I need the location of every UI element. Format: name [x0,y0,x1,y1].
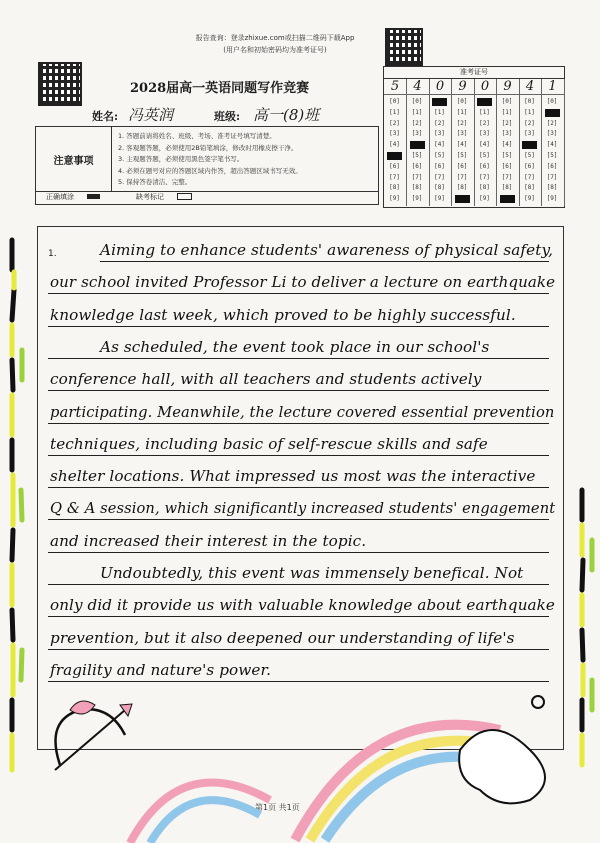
exam-id-bubble[interactable]: [5] [411,152,423,159]
exam-id-bubble[interactable]: [4] [389,141,400,149]
exam-id-bubble[interactable]: [5] [387,152,402,160]
exam-id-digit: 0 [429,79,451,95]
qr-code-report [385,28,423,66]
exam-id-bubble[interactable]: [6] [389,162,400,170]
exam-id-bubble[interactable]: [3] [501,130,513,138]
notice-item: 5. 保持答卷清洁、完整。 [118,178,192,186]
qr-code-sheet [38,62,82,106]
report-query-text: 报告查询：登录zhixue.com或扫描二维码下载App [195,34,355,42]
exam-id-bubble[interactable]: [5] [479,152,490,159]
handwritten-line: shelter locations. What impressed us most was the interactive [50,467,536,486]
exam-id-bubble[interactable]: [6] [411,162,423,170]
exam-id-column [519,79,542,206]
ruled-line [48,681,549,682]
exam-id-bubble[interactable]: [4] [522,141,537,149]
exam-id-bubble[interactable]: [0] [432,98,447,106]
ruled-line [48,293,549,294]
ruled-line [48,455,549,456]
exam-id-bubble[interactable]: [9] [455,195,470,203]
page-footer: 第1页 共1页 [255,803,300,812]
handwritten-line: conference hall, with all teachers and students actively [50,370,482,389]
answer-area [37,226,564,750]
exam-id-bubble[interactable]: [2] [501,119,513,127]
exam-id-bubble[interactable]: [8] [501,184,513,192]
correct-fill-label: 正确填涂 [46,193,74,201]
exam-id-bubble[interactable]: [2] [479,119,490,127]
exam-id-bubble[interactable]: [9] [389,195,400,203]
ruled-line [48,358,549,359]
ruled-line [48,487,549,488]
handwritten-line: Q & A session, which significantly increased students' engagement [50,499,556,518]
exam-id-bubble[interactable]: [4] [410,141,425,149]
ruled-line [100,261,549,262]
exam-id-bubble[interactable]: [8] [389,184,400,192]
exam-id-bubble[interactable]: [3] [479,130,490,138]
exam-id-bubble[interactable]: [8] [411,184,423,192]
exam-id-column [407,79,430,206]
exam-id-bubble[interactable]: [1] [389,108,400,116]
handwritten-line: Undoubtedly, this event was immensely benefical. Not [100,564,524,582]
exam-id-column [497,79,520,206]
exam-id-bubble[interactable]: [7] [434,173,445,181]
name-label: 姓名: [92,110,119,123]
exam-id-bubble[interactable]: [1] [524,108,535,116]
notice-label: 注意事项 [36,127,112,191]
exam-id-digit: 0 [474,79,496,95]
report-credentials-text: (用户名和初始密码均为准考证号) [223,46,327,54]
exam-id-bubble[interactable]: [4] [479,141,490,149]
exam-id-bubble[interactable]: [2] [389,119,400,127]
handwritten-line: As scheduled, the event took place in our school's [100,337,490,356]
notice-box [35,126,379,192]
ruled-line [48,326,549,327]
exam-id-bubble[interactable]: [2] [434,119,445,127]
exam-id-bubble[interactable]: [0] [456,98,468,105]
exam-id-bubble[interactable]: [1] [456,108,468,116]
handwritten-line: prevention, but it also deepened our understanding of life's [50,628,515,647]
exam-id-digit: 9 [497,79,519,95]
exam-id-bubble[interactable]: [0] [524,98,535,105]
exam-id-bubble[interactable]: [8] [479,184,490,192]
exam-id-bubble[interactable]: [0] [477,98,492,106]
exam-id-bubble[interactable]: [7] [501,173,513,181]
notice-item: 3. 主观题答题，必须使用黑色签字笔书写。 [118,155,244,163]
notice-item: 4. 必须在题号对应的答题区域内作答，超出答题区域书写无效。 [118,166,302,175]
notice-items [118,131,302,189]
exam-id-bubble[interactable]: [8] [456,184,468,192]
exam-id-bubble[interactable]: [2] [546,119,558,127]
exam-id-bubble[interactable]: [7] [479,173,490,181]
exam-id-digit: 4 [519,79,541,95]
handwritten-line: knowledge last week, which proved to be highly successful. [50,305,516,324]
exam-id-bubble[interactable]: [9] [411,195,423,203]
exam-id-bubble[interactable]: [7] [546,173,558,181]
exam-id-bubble[interactable]: [6] [456,162,468,170]
exam-id-bubble[interactable]: [4] [434,141,445,149]
exam-id-bubble[interactable]: [3] [434,130,445,138]
exam-id-bubble[interactable]: [1] [434,108,445,116]
exam-id-bubble[interactable]: [6] [479,162,490,170]
exam-id-digit: 5 [384,79,406,95]
exam-id-bubble[interactable]: [7] [411,173,423,181]
handwritten-line: our school invited Professor Li to deliver a lecture on earthquake [50,273,556,292]
exam-id-digit: 4 [407,79,429,95]
exam-id-bubble[interactable]: [0] [389,98,400,105]
ruled-line [48,390,549,391]
exam-id-bubble[interactable]: [4] [501,141,513,149]
notice-item: 1. 答题前请将姓名、班级、考场、准考证号填写清楚。 [118,132,276,140]
exam-id-bubble[interactable]: [5] [456,152,468,159]
exam-id-bubble[interactable]: [6] [434,162,445,170]
class-value: 高一(8)班 [253,106,320,124]
exam-id-box [383,66,565,208]
ruled-line [48,584,549,585]
ruled-line [48,552,549,553]
ruled-line [48,423,549,424]
exam-id-bubble[interactable]: [3] [411,130,423,138]
name-value: 冯英润 [128,106,174,124]
handwritten-line: participating. Meanwhile, the lecture covered essential prevention [50,402,555,421]
exam-id-column [429,79,452,206]
exam-id-label: 准考证号 [384,67,564,79]
exam-id-digit: 9 [452,79,474,95]
fill-example-row [35,190,379,205]
left-border-doodle [0,230,30,790]
exam-id-bubble[interactable]: [0] [501,98,513,105]
exam-id-bubble[interactable]: [6] [524,162,535,170]
exam-id-bubble[interactable]: [9] [479,195,490,203]
exam-id-bubble[interactable]: [8] [546,184,558,192]
exam-id-bubble[interactable]: [9] [500,195,515,203]
exam-id-bubble[interactable]: [1] [545,109,560,117]
handwritten-line: fragility and nature's power. [50,660,272,679]
exam-id-bubble[interactable]: [5] [434,152,445,159]
exam-id-bubble[interactable]: [9] [546,195,558,203]
exam-id-bubble[interactable]: [3] [456,130,468,138]
exam-title: 2028届高一英语同题写作竞赛 [130,81,310,96]
exam-id-bubble[interactable]: [4] [456,141,468,149]
exam-id-bubble[interactable]: [0] [411,98,423,105]
exam-id-bubble[interactable]: [8] [434,184,445,192]
exam-id-bubble[interactable]: [6] [546,162,558,170]
exam-id-column [452,79,475,206]
handwritten-line: and increased their interest in the topic. [50,531,367,550]
exam-id-bubble[interactable]: [9] [434,195,445,203]
exam-id-column [474,79,497,206]
exam-id-bubble[interactable]: [3] [546,130,558,138]
missing-mark-box[interactable] [177,193,192,200]
class-label: 班级: [214,110,241,123]
exam-id-bubble[interactable]: [8] [524,184,535,192]
ruled-line [48,616,549,617]
exam-id-bubble[interactable]: [1] [501,108,513,116]
swirl-doodle [120,760,290,843]
ruled-line [48,649,549,650]
handwritten-line: only did it provide us with valuable knowledge about earthquake [50,596,555,615]
exam-id-bubble[interactable]: [3] [389,130,400,138]
exam-id-bubble[interactable]: [7] [389,173,400,181]
handwritten-line: Aiming to enhance students' awareness of physical safety, [100,241,554,259]
exam-id-digit: 1 [542,79,564,95]
exam-id-bubble[interactable]: [5] [546,152,558,159]
exam-id-bubble[interactable]: [4] [546,141,558,149]
rainbow-doodle [290,690,570,843]
exam-id-column [542,79,565,206]
exam-id-bubble[interactable]: [7] [524,173,535,181]
exam-id-bubble[interactable]: [3] [524,130,535,138]
correct-fill-mark [87,194,100,199]
ruled-line [48,519,549,520]
missing-mark-label: 缺考标记 [136,193,164,201]
exam-id-bubble[interactable]: [2] [524,119,535,127]
exam-id-bubble[interactable]: [0] [546,98,558,105]
exam-id-bubble[interactable]: [9] [524,195,535,203]
exam-id-bubble[interactable]: [2] [411,119,423,127]
exam-id-bubble[interactable]: [7] [456,173,468,181]
exam-id-bubble[interactable]: [2] [456,119,468,127]
notice-item: 2. 客观题答题，必须使用2B铅笔填涂，修改时用橡皮擦干净。 [118,143,298,152]
handwritten-line: techniques, including basic of self-rescue skills and safe [50,434,488,453]
exam-id-bubble[interactable]: [5] [501,152,513,159]
exam-id-bubble[interactable]: [5] [524,152,535,159]
question-number: 1. [48,249,57,259]
exam-id-column [384,79,407,206]
exam-id-bubble[interactable]: [1] [411,108,423,116]
exam-id-bubble[interactable]: [1] [479,108,490,116]
exam-id-bubble[interactable]: [6] [501,162,513,170]
right-border-doodle [568,480,600,780]
